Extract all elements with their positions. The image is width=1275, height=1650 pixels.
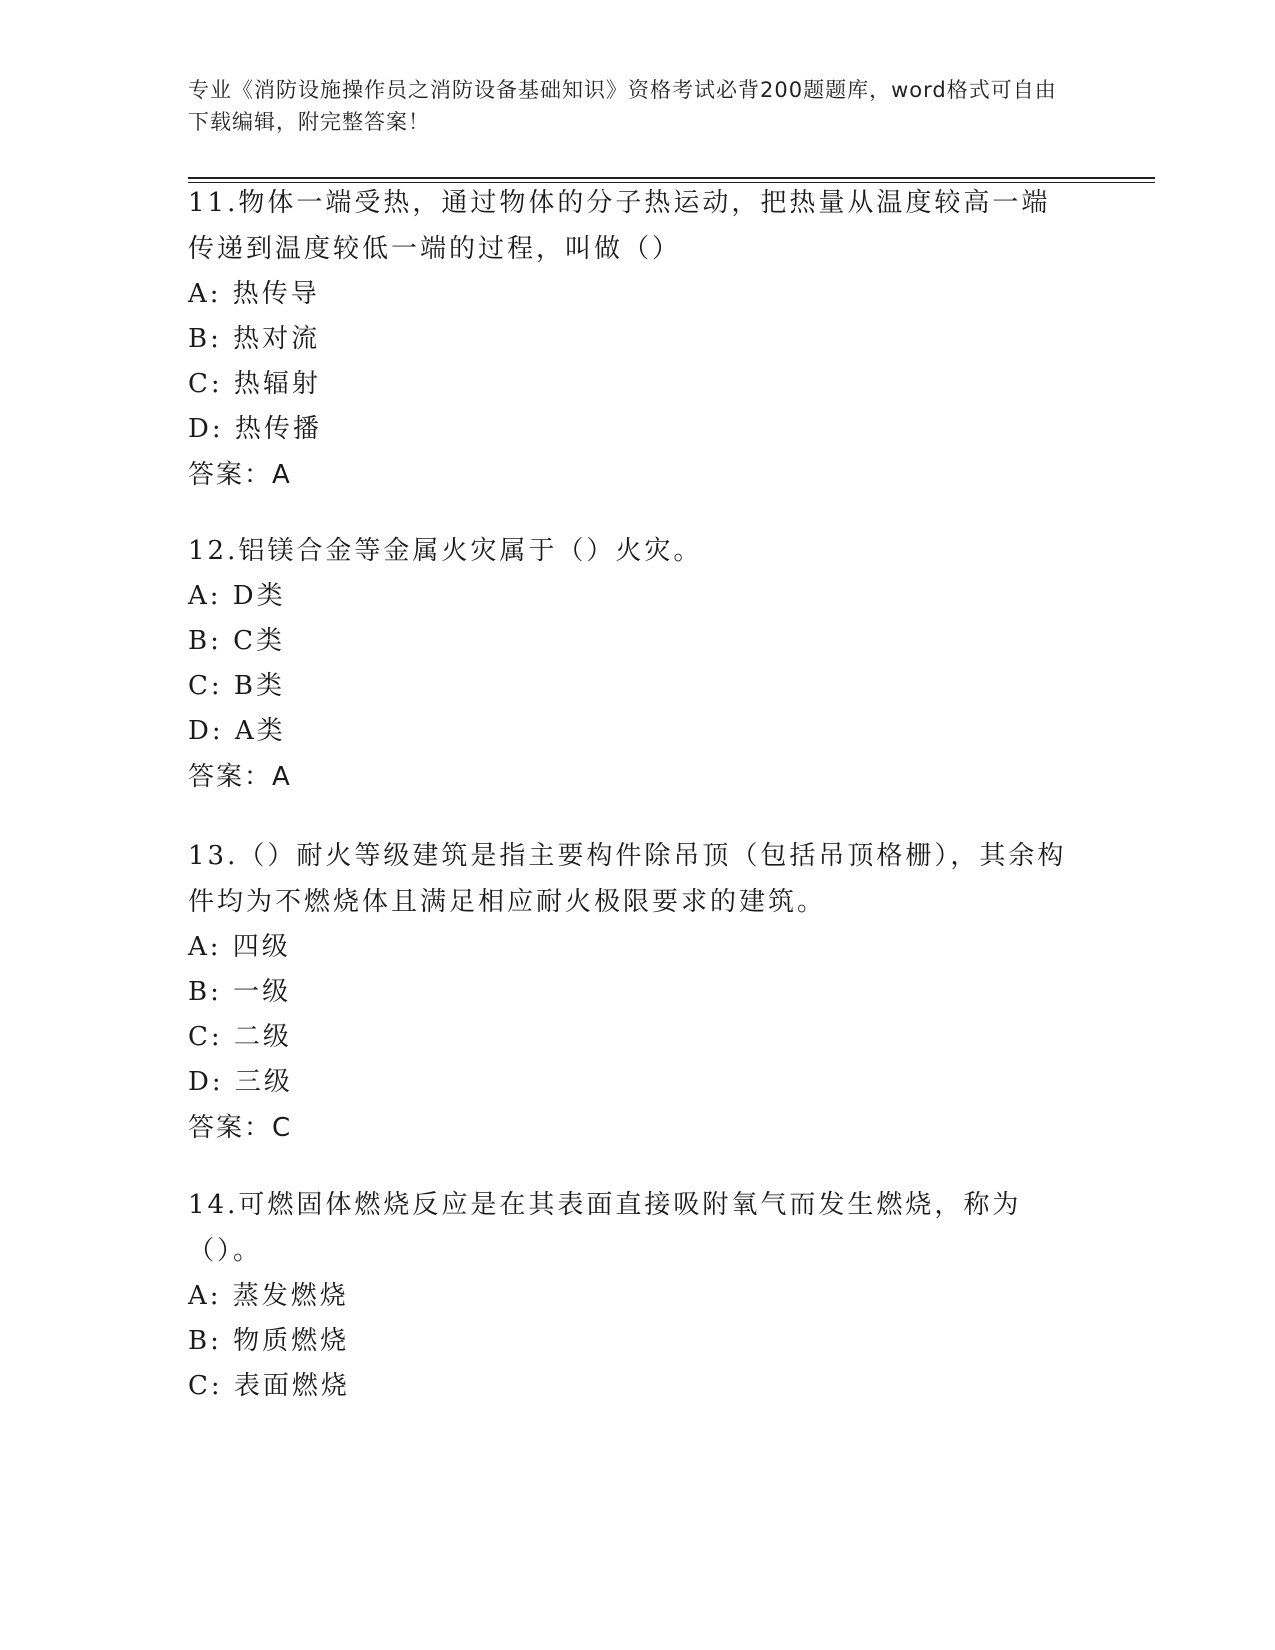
- question-13: [188, 833, 1068, 1151]
- option-c: C: 热辐射: [188, 369, 321, 399]
- option-b: B: 物质燃烧: [188, 1326, 350, 1356]
- option-a: A: 热传导: [188, 279, 320, 309]
- question-12: [188, 528, 1068, 800]
- answer: 答案：C: [188, 1113, 293, 1143]
- option-d: D: 热传播: [188, 414, 322, 444]
- option-c: C: B类: [188, 671, 286, 701]
- answer: 答案：A: [188, 762, 292, 792]
- option-a: A: 蒸发燃烧: [188, 1281, 349, 1311]
- question-stem: 13.（）耐火等级建筑是指主要构件除吊顶（包括吊顶格栅），其余构件均为不燃烧体且满足相应耐火极限要求的建筑。: [188, 841, 1067, 917]
- question-stem: 14.可燃固体燃烧反应是在其表面直接吸附氧气而发生燃烧，称为（）。: [188, 1190, 1022, 1266]
- option-b: B: 热对流: [188, 324, 321, 354]
- question-stem: 11.物体一端受热，通过物体的分子热运动，把热量从温度较高一端传递到温度较低一端的过程，叫做（）: [188, 188, 1051, 264]
- option-c: C: 二级: [188, 1022, 292, 1052]
- question-11: [188, 180, 1068, 498]
- option-a: A: 四级: [188, 932, 291, 962]
- document-header: 专业《消防设施操作员之消防设备基础知识》资格考试必背200题题库，word格式可自由下载编辑，附完整答案！: [188, 78, 1057, 134]
- header-divider-thick: [188, 177, 1155, 179]
- question-14: [188, 1182, 1068, 1409]
- option-c: C: 表面燃烧: [188, 1371, 350, 1401]
- option-d: D: 三级: [188, 1067, 293, 1097]
- option-b: B: 一级: [188, 977, 292, 1007]
- option-d: D: A类: [188, 716, 286, 746]
- option-a: A: D类: [188, 581, 286, 611]
- question-stem: 12.铝镁合金等金属火灾属于（）火灾。: [188, 536, 703, 566]
- answer: 答案：A: [188, 460, 292, 490]
- option-b: B: C类: [188, 626, 286, 656]
